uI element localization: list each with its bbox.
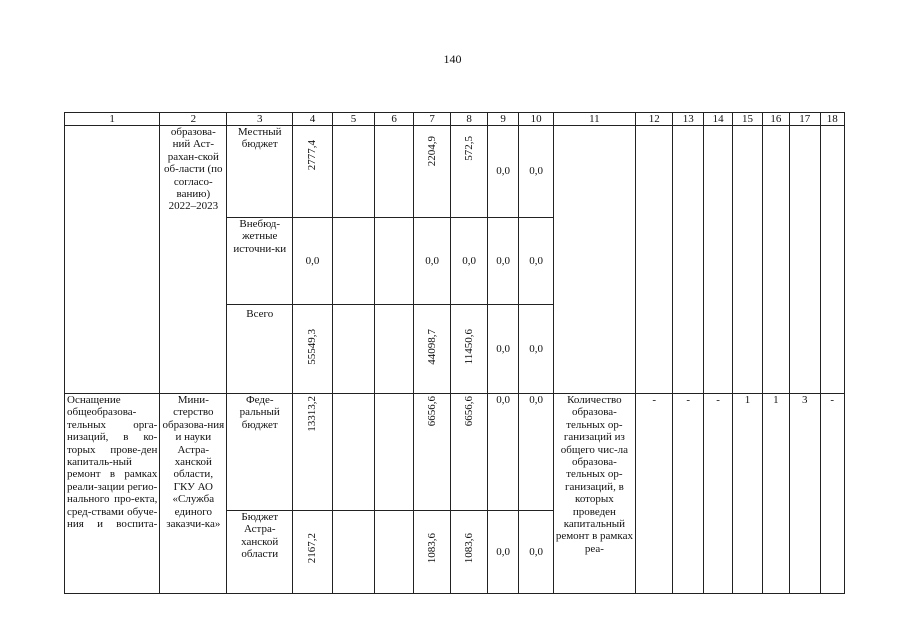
value-text: 6656,6 [425, 396, 438, 427]
value-cell: 0,0 [519, 511, 553, 594]
indicator-value: - [820, 394, 844, 594]
funding-source-cell: Внебюд-жетные источни-ки [227, 218, 293, 305]
header-cell: 1 [65, 113, 160, 126]
cell-empty [553, 126, 635, 394]
header-cell: 14 [703, 113, 732, 126]
value-text: 2777,4 [306, 140, 319, 171]
header-cell: 9 [487, 113, 518, 126]
value-text: 55549,3 [306, 329, 319, 365]
value-text: 572,5 [462, 136, 475, 161]
value-cell: 0,0 [487, 305, 518, 394]
value-text: 2167,2 [306, 533, 319, 564]
cell-empty [375, 511, 414, 594]
header-cell: 5 [332, 113, 375, 126]
cell-empty [635, 126, 673, 394]
cell-empty [703, 126, 732, 394]
value-cell [293, 511, 333, 594]
indicator-cell: Количество образова-тельных ор-ганизаций из общего чис-ла образова-тельных ор-ганизаций, в которых проведен капитальный ремонт в рамках реа- [553, 394, 635, 594]
funding-source-cell: Бюджет Астра-ханской области [227, 511, 293, 594]
header-row [65, 113, 845, 126]
value-cell: 0,0 [451, 218, 488, 305]
indicator-value: - [673, 394, 703, 594]
value-cell [293, 126, 333, 218]
header-cell: 11 [553, 113, 635, 126]
cell-empty [375, 394, 414, 511]
page-number: 140 [443, 52, 462, 66]
cell-empty [332, 305, 375, 394]
value-cell [451, 126, 488, 218]
indicator-value: 3 [790, 394, 820, 594]
funding-source-cell: Феде-ральный бюджет [227, 394, 293, 511]
value-cell: 0,0 [413, 218, 451, 305]
header-cell: 4 [293, 113, 333, 126]
value-cell [451, 394, 488, 511]
value-cell [413, 511, 451, 594]
cell-empty [762, 126, 789, 394]
cell-empty [733, 126, 762, 394]
value-cell [293, 305, 333, 394]
value-cell [413, 126, 451, 218]
value-cell: 0,0 [487, 394, 518, 511]
value-cell: 0,0 [519, 126, 553, 218]
cell-empty [375, 305, 414, 394]
funding-source-cell: Всего [227, 305, 293, 394]
value-text: 44098,7 [425, 329, 438, 365]
funding-source-cell: Местный бюджет [227, 126, 293, 218]
value-cell [451, 305, 488, 394]
header-cell: 10 [519, 113, 553, 126]
value-text: 11450,6 [462, 329, 475, 365]
header-cell: 2 [160, 113, 227, 126]
header-cell: 8 [451, 113, 488, 126]
value-cell: 0,0 [519, 218, 553, 305]
indicator-value: 1 [762, 394, 789, 594]
executor-cell: образова-ний Аст-рахан-ской об-ласти (по согласо-ванию) 2022–2023 [160, 126, 227, 394]
cell-empty [332, 511, 375, 594]
value-text: 1083,6 [462, 533, 475, 564]
budget-table [64, 112, 845, 594]
cell-empty [332, 126, 375, 218]
header-cell: 16 [762, 113, 789, 126]
value-cell: 0,0 [293, 218, 333, 305]
header-cell: 15 [733, 113, 762, 126]
value-text: 6656,6 [462, 396, 475, 427]
cell-empty [332, 218, 375, 305]
value-cell [451, 511, 488, 594]
indicator-value: - [635, 394, 673, 594]
cell-empty [332, 394, 375, 511]
header-cell: 17 [790, 113, 820, 126]
cell-empty [375, 126, 414, 218]
indicator-value: 1 [733, 394, 762, 594]
indicator-value: - [703, 394, 732, 594]
value-cell: 0,0 [519, 394, 553, 511]
cell-empty [673, 126, 703, 394]
executor-cell: Мини-стерство образова-ния и науки Астра-ханской области, ГКУ АО «Служба единого заказчи-ка» [160, 394, 227, 594]
cell-empty [65, 126, 160, 394]
value-cell: 0,0 [487, 126, 518, 218]
value-text: 13313,2 [306, 396, 319, 432]
value-cell: 0,0 [519, 305, 553, 394]
header-cell: 3 [227, 113, 293, 126]
value-text: 1083,6 [425, 533, 438, 564]
table-row [65, 394, 845, 511]
cell-empty [375, 218, 414, 305]
value-cell [413, 394, 451, 511]
value-text: 2204,9 [425, 136, 438, 167]
table-row [65, 126, 845, 218]
cell-empty [820, 126, 844, 394]
cell-empty [790, 126, 820, 394]
header-cell: 7 [413, 113, 451, 126]
header-cell: 18 [820, 113, 844, 126]
value-cell: 0,0 [487, 218, 518, 305]
header-cell: 13 [673, 113, 703, 126]
header-cell: 6 [375, 113, 414, 126]
header-cell: 12 [635, 113, 673, 126]
value-cell [413, 305, 451, 394]
value-cell [293, 394, 333, 511]
value-cell: 0,0 [487, 511, 518, 594]
activity-cell: Оснащение общеобразова-тельных орга-низаций, в ко-торых прове-ден капиталь-ный ремонт в рамках реали-зации регио-нального про-екта, сред-ствами обуче-ния и воспита- [65, 394, 160, 594]
